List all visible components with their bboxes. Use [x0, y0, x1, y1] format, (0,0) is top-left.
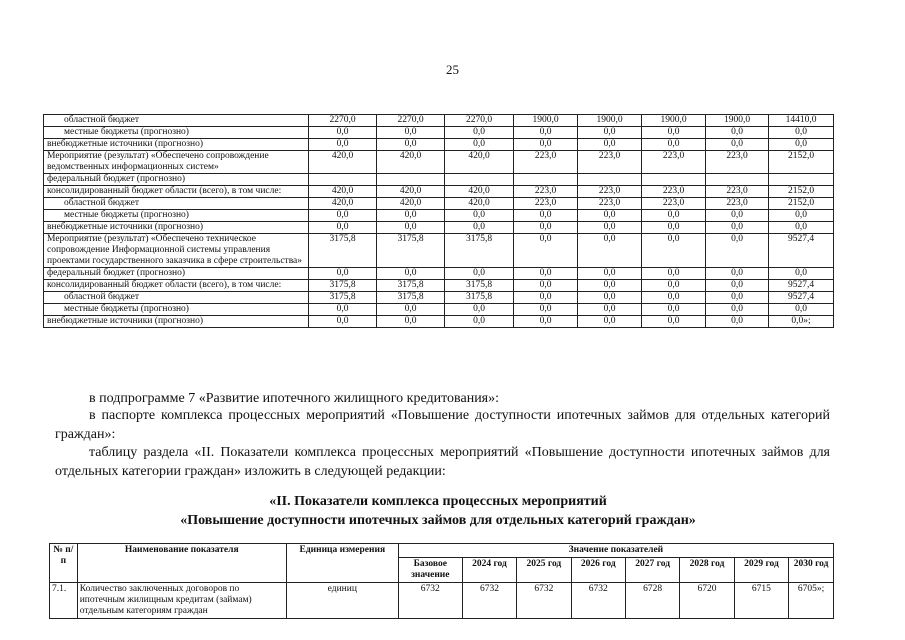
table-cell: 6720	[680, 583, 734, 619]
table-cell: 420,0	[377, 198, 445, 210]
table-cell: 420,0	[309, 151, 377, 174]
table-cell: 0,0	[578, 304, 642, 316]
row-label: внебюджетные источники (прогнозно)	[44, 222, 309, 234]
table-cell: 0,0	[309, 210, 377, 222]
table-row	[44, 316, 834, 328]
table-cell: 223,0	[578, 186, 642, 198]
table-cell: 0,0	[445, 304, 514, 316]
table-cell: 0,0	[309, 316, 377, 328]
table-cell: 0,0	[706, 234, 769, 268]
table-cell	[309, 174, 377, 186]
header-name: Наименование показателя	[77, 544, 286, 583]
table-cell: 0,0	[445, 127, 514, 139]
table-cell: 1900,0	[642, 115, 706, 127]
table-cell: 0,0	[445, 268, 514, 280]
table-cell: 0,0	[377, 316, 445, 328]
table-cell: 0,0	[377, 139, 445, 151]
table-cell: 0,0	[514, 316, 578, 328]
table-cell: 0,0	[642, 222, 706, 234]
table-cell: 0,0	[578, 139, 642, 151]
table-cell: 9527,4	[769, 292, 834, 304]
table-cell	[578, 174, 642, 186]
table-cell	[377, 174, 445, 186]
table-cell: 0,0	[514, 222, 578, 234]
table-cell: 0,0	[514, 292, 578, 304]
row-label: консолидированный бюджет области (всего), в том числе:	[44, 280, 309, 292]
table-cell: 0,0	[578, 127, 642, 139]
table-cell: 420,0	[445, 198, 514, 210]
table-cell: 0,0	[377, 222, 445, 234]
indicator-name: Количество заключенных договоров по ипотечным жилищным кредитам (займам) отдельным категориям граждан	[77, 583, 286, 619]
table-cell: 3175,8	[445, 234, 514, 268]
row-label: Мероприятие (результат) «Обеспечено техническое сопровождение Информационной системы управления проектами государственного заказчика в сфере строительства»	[44, 234, 309, 268]
row-label: местные бюджеты (прогнозно)	[44, 304, 309, 316]
table-cell: 0,0	[769, 139, 834, 151]
table-cell: 6728	[625, 583, 679, 619]
table-cell: 223,0	[514, 198, 578, 210]
table-cell: 0,0	[642, 316, 706, 328]
header-year: 2026 год	[571, 558, 625, 583]
table-cell: 6732	[517, 583, 571, 619]
row-label: областной бюджет	[44, 292, 309, 304]
table-cell: 223,0	[642, 198, 706, 210]
row-number: 7.1.	[50, 583, 78, 619]
row-label: федеральный бюджет (прогнозно)	[44, 268, 309, 280]
table-cell: 0,0	[514, 268, 578, 280]
table-cell: 0,0	[706, 139, 769, 151]
table-cell: 0,0	[445, 139, 514, 151]
table-row	[44, 304, 834, 316]
table-cell: 0,0	[309, 268, 377, 280]
table-cell: 420,0	[309, 198, 377, 210]
table-cell: 0,0	[514, 127, 578, 139]
table-cell: 223,0	[642, 186, 706, 198]
row-label: внебюджетные источники (прогнозно)	[44, 139, 309, 151]
table-cell: 6732	[571, 583, 625, 619]
table-cell: 0,0	[706, 127, 769, 139]
table-cell: 2270,0	[445, 115, 514, 127]
table-cell: 0,0	[642, 127, 706, 139]
paragraph-table-instruction: таблицу раздела «II. Показатели комплекса процессных мероприятий «Повышение доступности ипотечных займов для отдельных категории граждан» изложить в следующей редакции:	[55, 445, 830, 479]
table-cell: 0,0	[514, 304, 578, 316]
table-row	[50, 583, 834, 619]
row-label: внебюджетные источники (прогнозно)	[44, 316, 309, 328]
table-cell: 6732	[462, 583, 516, 619]
table-cell: 223,0	[706, 186, 769, 198]
table-cell	[706, 174, 769, 186]
table-cell: 3175,8	[377, 292, 445, 304]
table-cell: 0,0	[578, 280, 642, 292]
header-year: 2025 год	[517, 558, 571, 583]
table-cell: 3175,8	[377, 280, 445, 292]
table-cell: 0,0	[706, 222, 769, 234]
table-cell: 0,0	[578, 316, 642, 328]
table-cell: 0,0»;	[769, 316, 834, 328]
table-cell: 0,0	[377, 268, 445, 280]
header-num: № п/п	[50, 544, 78, 583]
table-cell: 6705»;	[789, 583, 834, 619]
table-cell: 9527,4	[769, 280, 834, 292]
table-cell: 1900,0	[706, 115, 769, 127]
table-cell: 420,0	[309, 186, 377, 198]
paragraph-passport: в паспорте комплекса процессных мероприятий «Повышение доступности ипотечных займов для отдельных категорий граждан»:	[55, 408, 830, 442]
table-cell: 0,0	[706, 210, 769, 222]
table-cell: 0,0	[377, 127, 445, 139]
table-row	[44, 210, 834, 222]
table-cell: 223,0	[514, 151, 578, 174]
table-cell: 0,0	[769, 268, 834, 280]
table-cell	[642, 174, 706, 186]
table-cell: 0,0	[514, 210, 578, 222]
table-cell: 9527,4	[769, 234, 834, 268]
table-row	[44, 280, 834, 292]
table-cell: 0,0	[309, 304, 377, 316]
table-cell: 223,0	[642, 151, 706, 174]
indicators-table	[49, 543, 834, 619]
table-cell: 223,0	[706, 198, 769, 210]
table-cell: 0,0	[309, 139, 377, 151]
table-cell: 6732	[398, 583, 462, 619]
table-cell: 223,0	[514, 186, 578, 198]
table-cell: 0,0	[445, 210, 514, 222]
table-cell: 6715	[734, 583, 788, 619]
header-year: 2030 год	[789, 558, 834, 583]
table-cell: 0,0	[706, 268, 769, 280]
table-cell: 2152,0	[769, 198, 834, 210]
row-label: консолидированный бюджет области (всего), в том числе:	[44, 186, 309, 198]
table-cell: 0,0	[642, 234, 706, 268]
table-cell: 420,0	[377, 186, 445, 198]
table-row	[44, 268, 834, 280]
table-cell: 420,0	[377, 151, 445, 174]
header-year: 2028 год	[680, 558, 734, 583]
table-cell: 0,0	[706, 280, 769, 292]
row-label: областной бюджет	[44, 198, 309, 210]
funding-table	[43, 114, 834, 328]
table-cell	[514, 174, 578, 186]
table-row	[44, 174, 834, 186]
table-cell: 0,0	[769, 304, 834, 316]
table-cell: 2152,0	[769, 151, 834, 174]
table-cell: 0,0	[706, 292, 769, 304]
table-cell: 2270,0	[309, 115, 377, 127]
table-cell: 223,0	[706, 151, 769, 174]
table-cell: 3175,8	[309, 280, 377, 292]
table-cell: 3175,8	[445, 292, 514, 304]
row-label: местные бюджеты (прогнозно)	[44, 210, 309, 222]
page-number: 25	[446, 62, 459, 77]
table-cell: 0,0	[642, 292, 706, 304]
table-cell: 0,0	[445, 316, 514, 328]
table-cell: 420,0	[445, 186, 514, 198]
table-cell: 420,0	[445, 151, 514, 174]
header-year: Базовое значение	[398, 558, 462, 583]
table-row	[44, 115, 834, 127]
table-cell: 0,0	[514, 139, 578, 151]
row-label: областной бюджет	[44, 115, 309, 127]
header-unit: Единица измерения	[286, 544, 398, 583]
table-cell: 0,0	[514, 280, 578, 292]
table-row	[44, 127, 834, 139]
section-heading-line2: «Повышение доступности ипотечных займов для отдельных категорий граждан»	[180, 513, 696, 528]
table-cell: 0,0	[706, 304, 769, 316]
table-cell: 0,0	[769, 127, 834, 139]
table-cell: 3175,8	[445, 280, 514, 292]
header-year: 2027 год	[625, 558, 679, 583]
table-row	[44, 292, 834, 304]
table-cell: 0,0	[377, 210, 445, 222]
table-cell: 0,0	[769, 210, 834, 222]
row-label: федеральный бюджет (прогнозно)	[44, 174, 309, 186]
table-cell: 0,0	[706, 316, 769, 328]
table-row	[44, 151, 834, 174]
table-row	[44, 186, 834, 198]
table-row	[44, 222, 834, 234]
table-cell: 0,0	[769, 222, 834, 234]
table-cell: 223,0	[578, 151, 642, 174]
table-cell: 1900,0	[578, 115, 642, 127]
table-cell: 3175,8	[309, 234, 377, 268]
table-cell: 0,0	[578, 222, 642, 234]
table-cell: 0,0	[578, 292, 642, 304]
section-heading-line1: «II. Показатели комплекса процессных мероприятий	[269, 494, 607, 509]
table-cell: 0,0	[642, 139, 706, 151]
header-year: 2024 год	[462, 558, 516, 583]
table-row	[44, 139, 834, 151]
table-cell: 2152,0	[769, 186, 834, 198]
table-cell: 0,0	[309, 222, 377, 234]
row-label: местные бюджеты (прогнозно)	[44, 127, 309, 139]
table-cell: 0,0	[642, 268, 706, 280]
table-cell: 0,0	[445, 222, 514, 234]
table-cell: 0,0	[578, 210, 642, 222]
table-cell: 14410,0	[769, 115, 834, 127]
table-row	[44, 198, 834, 210]
table-cell: 0,0	[642, 304, 706, 316]
table-cell: 0,0	[578, 268, 642, 280]
table-cell: 0,0	[578, 234, 642, 268]
table-cell: 3175,8	[377, 234, 445, 268]
header-values-group: Значение показателей	[398, 544, 833, 558]
table-cell: 0,0	[309, 127, 377, 139]
table-cell: 2270,0	[377, 115, 445, 127]
table-cell: 0,0	[642, 280, 706, 292]
table-cell: 0,0	[377, 304, 445, 316]
table-cell: 0,0	[642, 210, 706, 222]
table-cell	[445, 174, 514, 186]
table-cell: 1900,0	[514, 115, 578, 127]
table-cell: 3175,8	[309, 292, 377, 304]
paragraph-subprogram: в подпрограмме 7 «Развитие ипотечного жилищного кредитования»:	[89, 391, 500, 406]
table-cell: 223,0	[578, 198, 642, 210]
table-cell: 0,0	[514, 234, 578, 268]
header-year: 2029 год	[734, 558, 788, 583]
table-cell	[769, 174, 834, 186]
table-row	[44, 234, 834, 268]
row-label: Мероприятие (результат) «Обеспечено сопровождение ведомственных информационных систем»	[44, 151, 309, 174]
indicator-unit: единиц	[286, 583, 398, 619]
